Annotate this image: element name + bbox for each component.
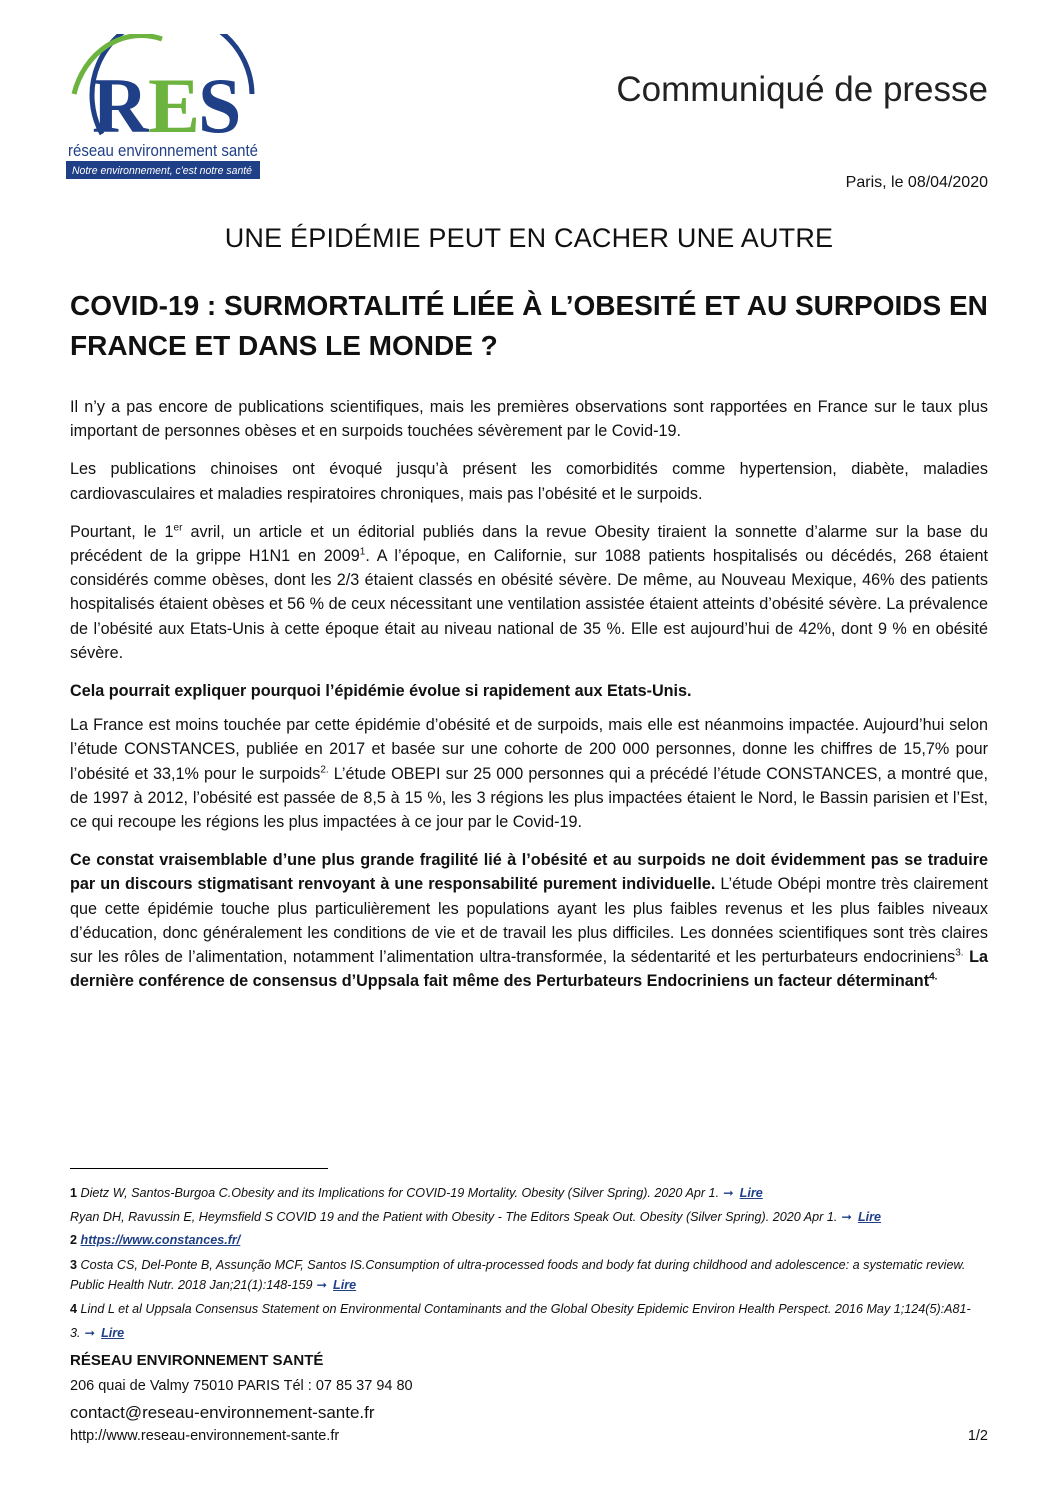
press-date: Paris, le 08/04/2020: [845, 174, 988, 191]
footnote-ref: 1: [359, 546, 366, 558]
page-title: COVID-19 : SURMORTALITÉ LIÉE À L’OBESITÉ ET AU SURPOIDS EN FRANCE ET DANS LE MONDE ?: [70, 290, 988, 361]
footnote-ref: 2.: [320, 764, 329, 776]
footnote-divider: [70, 1168, 328, 1169]
logo-tagline: Notre environnement, c'est notre santé: [72, 165, 252, 177]
footnotes: [70, 1182, 988, 1345]
footnote-2: 2 https://www.constances.fr/: [70, 1233, 241, 1247]
footnote-4: 4 Lind L et al Uppsala Consensus Statement on Environmental Contaminants and the Global Obesity Epidemic Environ Health Perspect. 2016 May 1;124(5):A81-3. ➞ Lire: [70, 1301, 971, 1340]
contact-email[interactable]: contact@reseau-environnement-sante.fr: [70, 1403, 375, 1422]
organization-name: RÉSEAU ENVIRONNEMENT SANTÉ: [70, 1352, 324, 1369]
constances-link[interactable]: https://www.constances.fr/: [80, 1233, 241, 1247]
page-number: 1/2: [967, 1428, 988, 1444]
article-body: [70, 395, 988, 1007]
lire-link[interactable]: Lire: [101, 1325, 125, 1340]
paragraph: Pourtant, le 1er avril, un article et un éditorial publiés dans la revue Obesity tiraient la sonnette d’alarme sur la base du précédent de la grippe H1N1 en 2009$^1$. A l’époque, en Californie, sur 1088 patients hospitalisés ou décédés, 268 étaient considérés comme obèses, dont les 2/3 étaient classés en obésité sévère. De même, au Nouveau Mexique, 46% des patients hospitalisés étaient obèses et 56 % de ceux nécessitant une ventilation assistée étaient atteints d’obésité sévère. La prévalence de l’obésité aux Etats-Unis à cette époque était au niveau national de 35 %. Elle est aujourd’hui de 42%, dont 9 % en obésité sévère.: [70, 522, 988, 662]
website-link[interactable]: http://www.reseau-environnement-sante.fr: [70, 1428, 340, 1444]
lire-link[interactable]: Lire: [857, 1209, 882, 1224]
document-type: Communiqué de presse: [616, 70, 988, 109]
footnote-3: 3 Costa CS, Del-Ponte B, Assunção MCF, Santos IS.Consumption of ultra-processed foods and body fat during childhood and adolescence: a systematic review. Public Health Nutr. 2018 Jan;21(1):148-159 ➞ Lire: [70, 1257, 966, 1292]
lire-link[interactable]: Lire: [333, 1277, 357, 1292]
res-logo: [62, 34, 272, 186]
paragraph: Ce constat vraisemblable d’une plus grande fragilité lié à l’obésité et au surpoids ne doit évidemment pas se traduire par un discours stigmatisant renvoyant à une responsabilité purement individuelle. L’étude Obépi montre très clairement que cette épidémie touche plus particulièrement les populations ayant les plus faibles revenus et les plus faibles niveaux d’éducation, donc généralement les conditions de vie et de travail les plus difficiles. Les données scientifiques sont très claires sur les rôles de l’alimentation, notamment l’alimentation ultra-transformée, la sédentarité et les perturbateurs endocriniens$^{3.}$ La dernière conférence de consensus d’Uppsala fait même des Perturbateurs Endocriniens un facteur déterminant$^{4.}$: [70, 851, 988, 991]
lire-link[interactable]: Lire: [739, 1186, 763, 1200]
subtitle: UNE ÉPIDÉMIE PEUT EN CACHER UNE AUTRE: [224, 223, 834, 253]
footnote-ref: 3.: [955, 947, 964, 959]
footnote-1: 1 Dietz W, Santos-Burgoa C.Obesity and its Implications for COVID-19 Mortality. Obesity (Silver Spring). 2020 Apr 1. ➞ Lire: [70, 1186, 763, 1200]
logo-name: réseau environnement santé: [68, 141, 258, 160]
footnote-1b: Ryan DH, Ravussin E, Heymsfield S COVID 19 and the Patient with Obesity - The Editors Speak Out. Obesity (Silver Spring). 2020 Apr 1. ➞ Lire: [70, 1209, 882, 1224]
arrow-icon: ➞: [316, 1277, 328, 1292]
paragraph: Il n’y a pas encore de publications scientifiques, mais les premières observations sont rapportées en France sur le taux plus important de personnes obèses et en surpoids touchées sévèrement par le Covid-19.: [70, 398, 988, 441]
paragraph: Les publications chinoises ont évoqué jusqu’à présent les comorbidités comme hypertension, diabète, maladies cardiovasculaires et maladies respiratoires chroniques, mais pas l’obésité et le surpoids.: [70, 460, 988, 503]
address: 206 quai de Valmy 75010 PARIS Tél : 07 85 37 94 80: [70, 1378, 413, 1394]
arrow-icon: ➞: [84, 1325, 96, 1340]
svg-text:E: E: [148, 62, 201, 149]
paragraph: La France est moins touchée par cette épidémie d’obésité et de surpoids, mais elle est néanmoins impactée. Aujourd’hui selon l’étude CONSTANCES, publiée en 2017 et basée sur une cohorte de 200 000 personnes, donne les chiffres de 15,7% pour l’obésité et 33,1% pour le surpoids$^{2.}$ L’étude OBEPI sur 25 000 personnes qui a précédé l’étude CONSTANCES, a montré que, de 1997 à 2012, l’obésité est passée de 8,5 à 15 %, les 3 régions les plus impactées étaient le Nord, le Bassin parisien et l’Est, ce qui recoupe les régions les plus impactées à ce jour par le Covid-19.: [70, 716, 988, 832]
svg-text:S: S: [198, 62, 242, 149]
footnote-ref: 4.: [929, 971, 938, 983]
arrow-icon: ➞: [723, 1186, 734, 1200]
highlight-paragraph: Cela pourrait expliquer pourquoi l’épidémie évolue si rapidement aux Etats-Unis.: [70, 682, 692, 701]
arrow-icon: ➞: [841, 1209, 852, 1224]
svg-text:R: R: [92, 62, 149, 149]
